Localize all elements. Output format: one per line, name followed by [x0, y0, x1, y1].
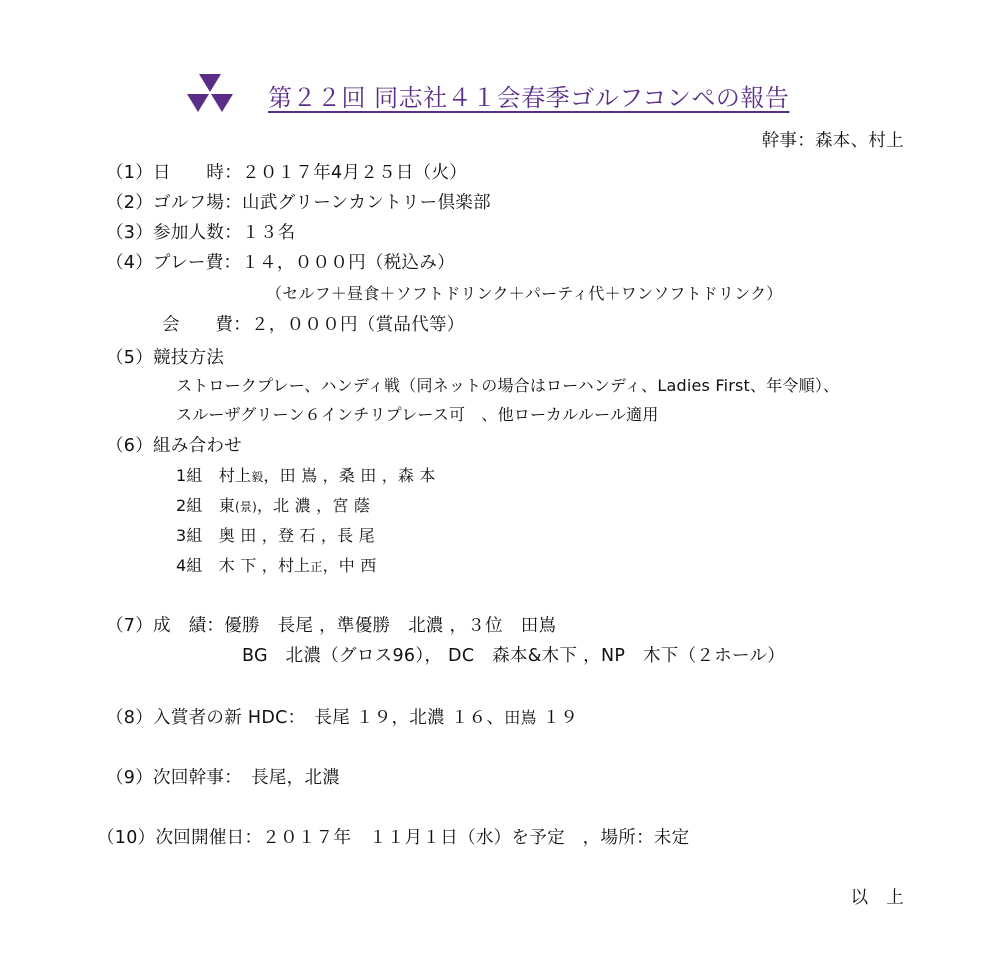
play-fee-note: （セルフ＋昼食＋ソフトドリンク＋パーティ代＋ワンソフトドリンク） — [266, 284, 783, 303]
group-1-initial: 毅 — [251, 470, 264, 484]
group-row — [176, 523, 375, 546]
group-4-names: 4組 木 下 ，村上 — [176, 556, 311, 575]
item-groups-heading: （6）組み合わせ — [106, 436, 243, 456]
item-membership-fee: 会 費：２，０００円（賞品代等） — [162, 315, 465, 335]
group-4-rest: ，中 西 — [322, 556, 377, 575]
item-next-organizer: （9）次回幹事： 長尾，北濃 — [106, 768, 341, 788]
item-format-heading: （5）競技方法 — [106, 348, 225, 368]
item-date: （1）日 時：２０１７年4月２５日（火） — [106, 163, 468, 183]
group-2-rest: ，北 濃 ，宮 蔭 — [256, 496, 371, 515]
group-row — [176, 493, 370, 516]
group-3-names: 3組 奥 田 ，登 石 ，長 尾 — [176, 526, 375, 545]
item-results: （7）成 績：優勝 長尾 ，準優勝 北濃 ，３位 田嶌 — [106, 616, 557, 636]
item-course: （2）ゴルフ場：山武グリーンカントリー倶楽部 — [106, 193, 491, 213]
group-1-names: 1組 村上 — [176, 466, 252, 485]
item-play-fee: （4）プレー費：１４，０００円（税込み） — [106, 253, 455, 273]
format-line-2: スルーザグリーン６インチリプレース可 、他ローカルルール適用 — [176, 405, 659, 424]
triple-triangle-logo-icon — [186, 74, 234, 116]
organizer-line: 幹事：森本、村上 — [761, 131, 904, 151]
closing-text: 以 上 — [850, 888, 904, 908]
results-line-2: BG 北濃（グロス96）， DC 森本&木下 ，NP 木下（２ホール） — [242, 646, 786, 666]
group-4-initial: 正 — [310, 560, 323, 574]
item-new-hdc — [106, 704, 578, 729]
new-hdc-label: （8）入賞者の新 HDC： 長尾 １９，北濃 １６、 — [106, 708, 505, 728]
group-1-rest: ，田 嶌 ，桑 田 ，森 本 — [263, 466, 436, 485]
item-next-event: （10）次回開催日：２０１７年 １１月１日（水）を予定 ，場所：未定 — [97, 828, 690, 848]
new-hdc-name-small: 田嶌 — [504, 708, 537, 727]
group-2-initial: (景) — [234, 500, 257, 514]
group-2-names: 2組 東 — [176, 496, 235, 515]
item-participants: （3）参加人数：１３名 — [106, 223, 296, 243]
group-row — [176, 553, 376, 576]
new-hdc-end: １９ — [536, 708, 579, 728]
report-title: 第２２回 同志社４１会春季ゴルフコンペの報告 — [268, 84, 790, 112]
format-line-1: ストロークプレー、ハンディ戦（同ネットの場合はローハンディ、Ladies First、年令順）、 — [176, 376, 840, 395]
group-row — [176, 463, 436, 486]
